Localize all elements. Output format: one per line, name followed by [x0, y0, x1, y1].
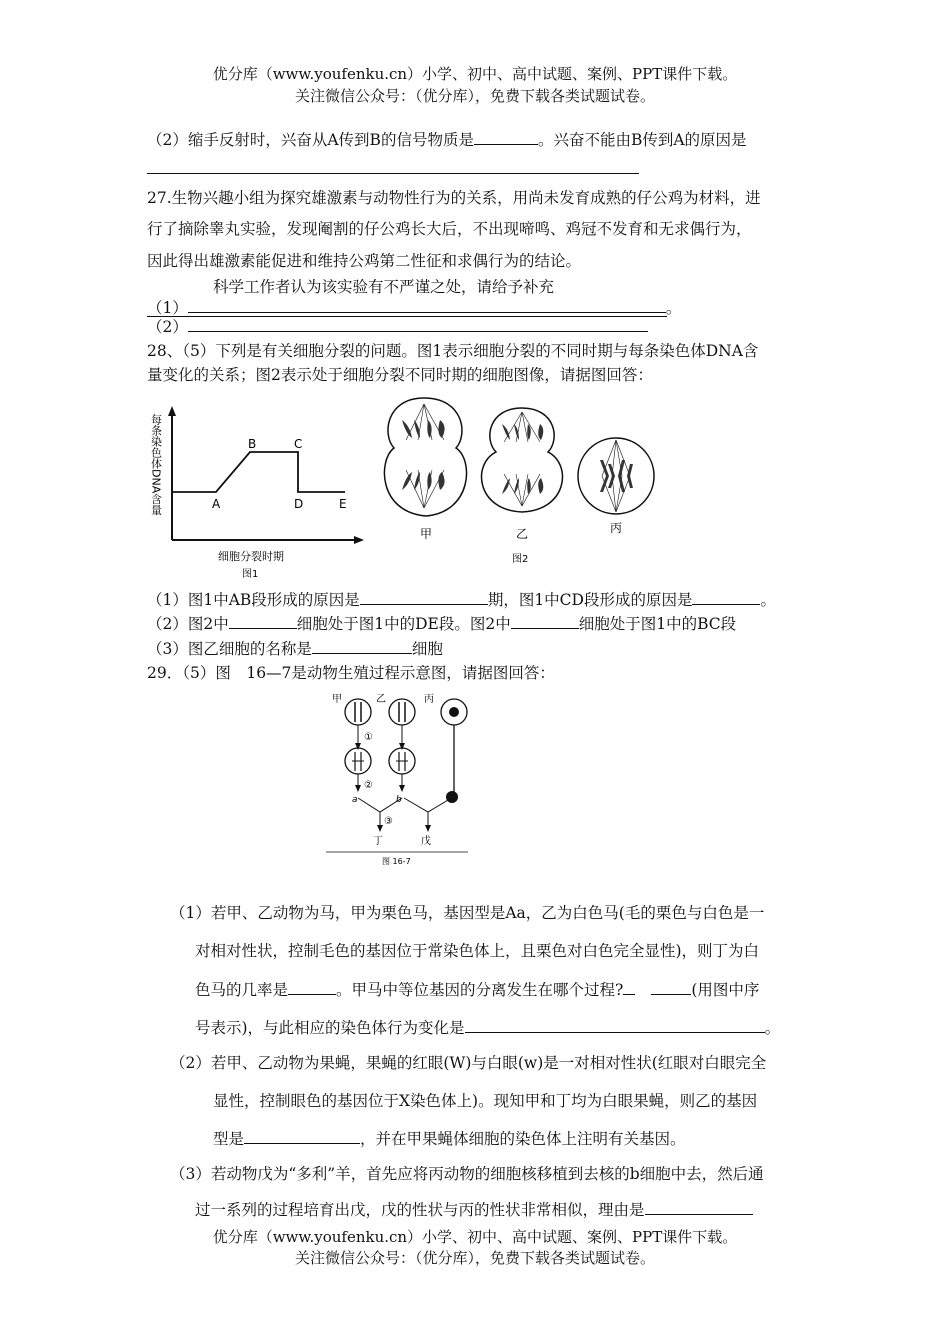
- q28-line-2: 量变化的关系；图2表示处于细胞分裂不同时期的细胞图像，请据图回答：: [147, 366, 653, 384]
- q27-line-4: 科学工作者认为该实验有不严谨之处，请给予补充: [213, 278, 555, 296]
- q28-a3-text-a: （3）图乙细胞的名称是: [147, 640, 312, 658]
- q29-blank-2b[interactable]: [651, 978, 691, 995]
- q28-a1-text-a: （1）图1中AB段形成的原因是: [147, 591, 360, 609]
- figure-16-7-reproduction: [324, 688, 474, 866]
- arrow-down-icon: [399, 743, 405, 750]
- q29-p2-line-1: （2）若甲、乙动物为果蝇，果蝇的红眼(W)与白眼(w)是一对相对性状(红眼对白眼完全: [170, 1054, 767, 1072]
- fig167-label-a: a: [352, 795, 358, 805]
- cell-yi-top: [389, 699, 415, 725]
- fig167-label-bing: 丙: [424, 694, 434, 705]
- q28-blank-5[interactable]: [312, 637, 412, 654]
- cell-jia-top: [345, 699, 371, 725]
- fig1-point-d: D: [294, 497, 304, 511]
- q29-p1-line-2: 对相对性状，控制毛色的基因位于常染色体上，且栗色对白色完全显性)，则丁为白: [195, 942, 760, 960]
- q27-item-2-label: （2）: [147, 318, 188, 336]
- fig2-label-yi: 乙: [516, 527, 529, 541]
- q28-answer-2: [147, 612, 736, 635]
- q28-blank-1[interactable]: [360, 588, 488, 605]
- q27-line-2: 行了摘除睾丸实验，发现阉割的仔公鸡长大后，不出现啼鸣、鸡冠不发育和无求偶行为，: [147, 220, 752, 238]
- q28-a2-text-b: 细胞处于图1中的DE段。图2中: [296, 615, 511, 633]
- arrow-down-icon: [425, 825, 431, 832]
- fig167-step-1: ①: [364, 732, 373, 743]
- q29-blank-3[interactable]: [465, 1016, 765, 1033]
- q26-blank-1[interactable]: [474, 128, 538, 145]
- fig167-label-wu: 戊: [421, 836, 431, 847]
- q27-item-2: [147, 315, 648, 338]
- q28-line-1: 28、（5）下列是有关细胞分裂的问题。图1表示细胞分裂的不同时期与每条染色体DNA含: [147, 342, 759, 360]
- q28-blank-3[interactable]: [229, 612, 297, 629]
- q27-line-1: 27.生物兴趣小组为探究雄激素与动物性行为的关系，用尚未发育成熟的仔公鸡为材料，进: [147, 189, 761, 207]
- q28-a2-text-c: 细胞处于图1中的BC段: [578, 615, 737, 633]
- arrow-down-icon: [399, 785, 405, 792]
- fig2-caption: 图2: [512, 554, 529, 565]
- fig167-caption: 图 16-7: [382, 857, 411, 866]
- q27-item-1-end: 。: [665, 299, 682, 317]
- q26-blank-2[interactable]: [147, 173, 639, 174]
- fig1-caption: 图1: [242, 569, 259, 580]
- fig2-label-bing: 丙: [610, 521, 623, 535]
- q28-a3-text-b: 细胞: [411, 640, 443, 658]
- q29-blank-5[interactable]: [645, 1198, 753, 1215]
- q28-answer-1: [147, 588, 776, 611]
- q29-p3-line-2: [195, 1198, 753, 1221]
- q29-p3-line-1: （3）若动物戊为“多利”羊，首先应将丙动物的细胞核移植到去核的b细胞中去，然后通: [170, 1165, 764, 1183]
- fig1-point-c: C: [294, 437, 303, 451]
- q28-a1-text-b: 期，图1中CD段形成的原因是: [487, 591, 693, 609]
- q27-item-1-label: （1）: [147, 299, 188, 317]
- arrow-down-icon: [355, 785, 361, 792]
- q29-p1-line-3: [195, 978, 759, 1001]
- fig1-ylabel: 每条染色体DNA含量: [149, 414, 163, 516]
- q26-part2-text-a: （2）缩手反射时，兴奋从A传到B的信号物质是: [147, 131, 474, 149]
- fig1-y-arrow-icon: [168, 406, 176, 416]
- q26-part2-text-b: 。兴奋不能由B传到A的原因是: [537, 131, 747, 149]
- q29-blank-2a[interactable]: [623, 978, 635, 995]
- fig167-step-3: ③: [384, 816, 393, 827]
- q28-blank-4[interactable]: [511, 612, 579, 629]
- q29-p3-text-a: 过一系列的过程培育出戊，戊的性状与丙的性状非常相似，理由是: [195, 1201, 645, 1219]
- q29-line-1: 29．（5）图 16—7是动物生殖过程示意图，请据图回答：: [147, 664, 555, 682]
- cell-bing: [578, 438, 654, 514]
- cell-yi: [482, 408, 563, 512]
- q28-a2-text-a: （2）图2中: [147, 615, 229, 633]
- fig1-point-b: B: [248, 437, 257, 451]
- q28-blank-2[interactable]: [692, 588, 760, 605]
- fig167-label-ding: 丁: [373, 836, 383, 847]
- header-line-1: 优分库（www.youfenku.cn）小学、初中、高中试题、案例、PPT课件下载。: [212, 65, 738, 83]
- footer-line-1: 优分库（www.youfenku.cn）小学、初中、高中试题、案例、PPT课件下载。: [212, 1228, 738, 1246]
- figure-1-dna-chart: [140, 402, 370, 582]
- q29-blank-4[interactable]: [244, 1127, 360, 1144]
- q28-answer-3: [147, 637, 443, 660]
- q29-p1-line-1: （1）若甲、乙动物为马，甲为栗色马，基因型是Aa，乙为白色马(毛的栗色与白色是一: [170, 904, 765, 922]
- arrow-down-icon: [377, 825, 383, 832]
- q27-blank-2[interactable]: [188, 315, 648, 332]
- fig2-label-jia: 甲: [420, 527, 433, 541]
- q29-p1-text-e: 。: [764, 1019, 781, 1037]
- fig1-xlabel: 细胞分裂时期: [218, 550, 284, 563]
- fig167-label-b: b: [396, 795, 402, 805]
- fig1-x-arrow-icon: [354, 536, 364, 544]
- fig167-label-yi: 乙: [376, 694, 386, 705]
- q27-line-3: 因此得出雄激素能促进和维持公鸡第二性征和求偶行为的结论。: [147, 252, 582, 270]
- q29-p1-line-4: [195, 1016, 780, 1039]
- cell-b-nucleus-dot: [446, 791, 458, 803]
- q29-p1-text-d: 号表示)，与此相应的染色体行为变化是: [195, 1019, 465, 1037]
- fig1-point-a: A: [212, 497, 221, 511]
- q29-p2-text-b: ，并在甲果蝇体细胞的染色体上注明有关基因。: [360, 1130, 686, 1148]
- arrow-down-icon: [355, 743, 361, 750]
- q27-blank-1[interactable]: [188, 296, 666, 313]
- fig1-point-e: E: [339, 497, 347, 511]
- q29-p2-line-3: [213, 1127, 686, 1150]
- footer-line-2: 关注微信公众号：（优分库），免费下载各类试题试卷。: [294, 1249, 655, 1267]
- q26-part2: [147, 128, 747, 151]
- fig167-step-2: ②: [364, 780, 373, 791]
- figure-2-cell-images: [376, 390, 666, 570]
- q29-p1-text-a: 色马的几率是: [195, 981, 289, 999]
- cell-jia: [384, 398, 466, 516]
- cell-bing-nucleus: [449, 707, 459, 717]
- fig1-curve: [172, 452, 345, 492]
- q29-p2-line-2: 显性，控制眼色的基因位于X染色体上)。现知甲和丁均为白眼果蝇，则乙的基因: [213, 1092, 758, 1110]
- q28-a1-text-c: 。: [760, 591, 776, 609]
- q29-p1-text-c: (用图中序: [691, 981, 760, 999]
- header-line-2: 关注微信公众号：（优分库），免费下载各类试题试卷。: [294, 87, 655, 105]
- q29-blank-1[interactable]: [288, 978, 336, 995]
- fig167-label-jia: 甲: [332, 694, 342, 705]
- q29-p2-text-a: 型是: [213, 1130, 245, 1148]
- q29-p1-text-b: 。甲马中等位基因的分离发生在哪个过程?: [336, 981, 624, 999]
